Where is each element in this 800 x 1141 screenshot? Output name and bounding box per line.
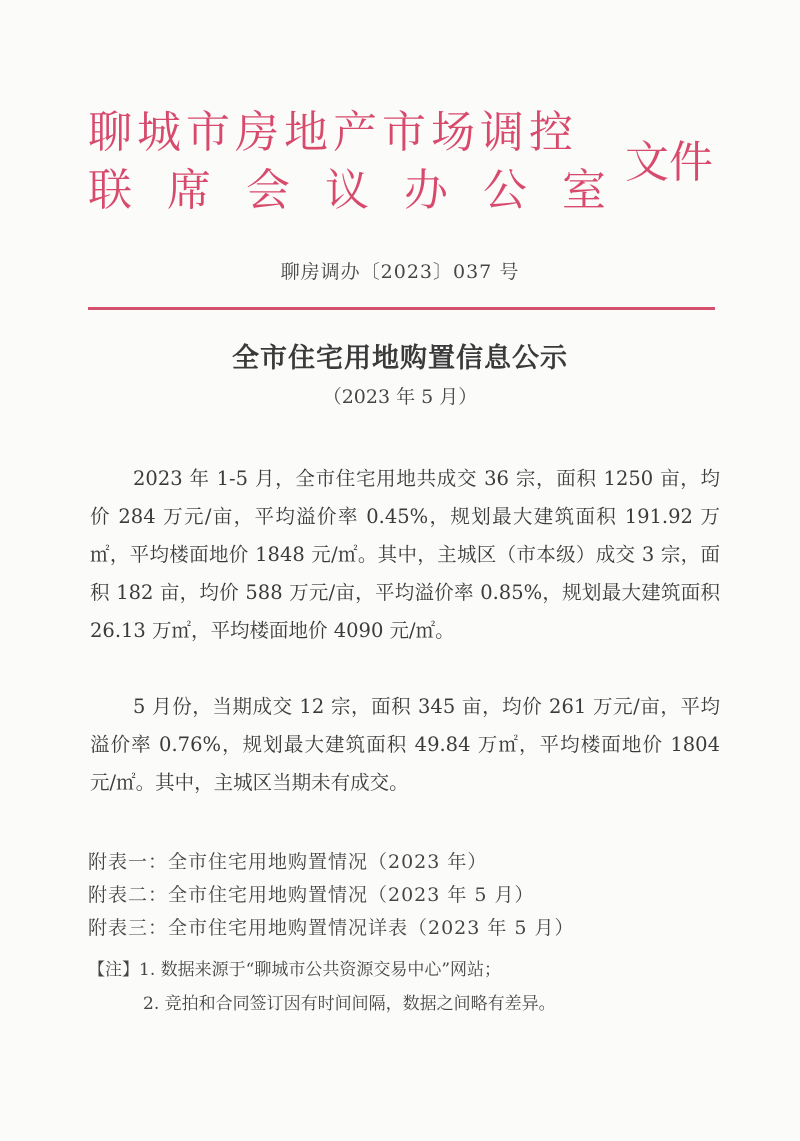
organization-line-2: 联席会议办公室 [88, 165, 641, 216]
document-number: 聊房调办〔2023〕037 号 [280, 261, 520, 283]
issuing-organization [88, 104, 641, 220]
note-row-1 [88, 953, 556, 987]
note-item-2: 2. 竞拍和合同签订因有时间间隔，数据之间略有差异。 [143, 994, 556, 1014]
summary-paragraph-may: 5 月份，当期成交 12 宗，面积 345 亩，均价 261 万元/亩，平均溢价率 0.76%，规划最大建筑面积 49.84 万㎡，平均楼面地价 1804 元/㎡。其中，主城区当期未有成交。 [90, 695, 720, 794]
note-row-2 [88, 987, 556, 1021]
note-item-1: 1. 数据来源于“聊城市公共资源交易中心”网站； [139, 960, 502, 980]
annex-item-3: 附表三：全市住宅用地购置情况详表（2023 年 5 月） [88, 917, 575, 939]
annex-list [88, 846, 575, 945]
red-divider [88, 307, 715, 310]
page-title: 全市住宅用地购置信息公示 [232, 343, 568, 374]
organization-line-1: 聊城市房地产市场调控 [88, 107, 578, 158]
annex-item-2: 附表二：全市住宅用地购置情况（2023 年 5 月） [88, 884, 535, 906]
notes-section [88, 953, 556, 1021]
page-subtitle: （2023 年 5 月） [322, 386, 478, 408]
document-type-label: 文件 [625, 137, 713, 188]
annex-item-1: 附表一：全市住宅用地购置情况（2023 年） [88, 851, 488, 873]
summary-paragraph-ytd: 2023 年 1-5 月，全市住宅用地共成交 36 宗，面积 1250 亩，均价 284 万元/亩，平均溢价率 0.45%，规划最大建筑面积 191.92 万㎡，平均楼面地价 1848 元/㎡。其中，主城区（市本级）成交 3 宗，面积 182 亩，均价 588 万元/亩，平均溢价率 0.85%，规划最大建筑面积 26.13 万㎡，平均楼面地价 4090 元/㎡。 [90, 467, 720, 642]
notes-label: 【注】 [88, 960, 139, 980]
